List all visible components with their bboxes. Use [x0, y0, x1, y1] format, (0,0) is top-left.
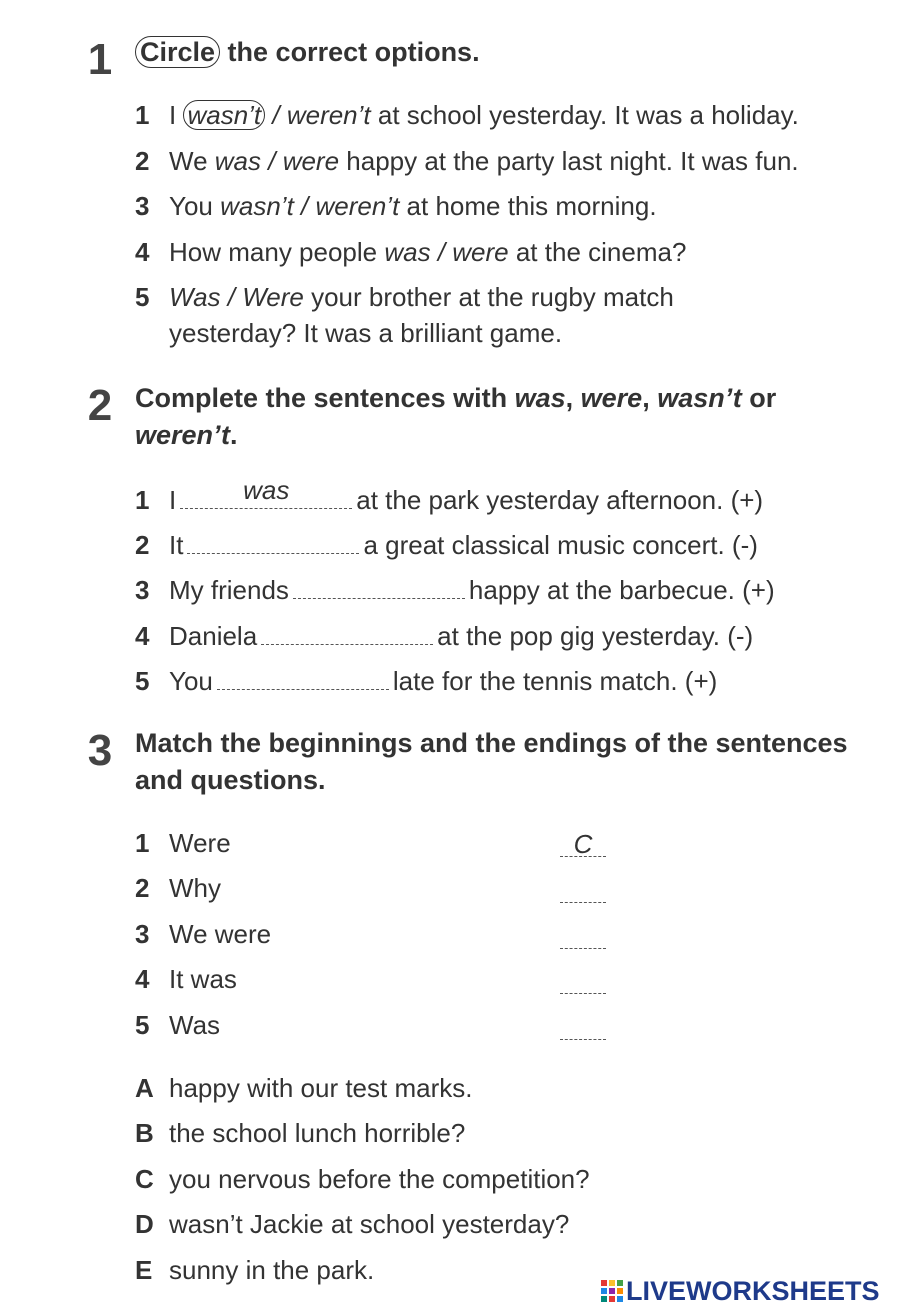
exercise-2-number: 2: [87, 381, 113, 430]
exercise-2-title: Complete the sentences with was, were, wasn’t or weren’t.: [135, 383, 777, 450]
answer-blank[interactable]: was: [180, 480, 352, 509]
ex1-item-2: 2 We was / were happy at the party last night. It was fun.: [135, 146, 799, 176]
ex3-item-1: 1 Were: [135, 828, 231, 858]
option[interactable]: weren’t: [286, 100, 371, 130]
ex1-item-5: 5 Was / Were your brother at the rugby match yesterday? It was a brilliant game.: [135, 282, 674, 348]
option[interactable]: was: [384, 237, 431, 267]
circled-word: Circle: [135, 36, 220, 68]
liveworksheets-icon: [600, 1279, 624, 1303]
ex3-item-4: 4 It was: [135, 964, 237, 994]
match-blank[interactable]: [560, 924, 606, 949]
exercise-3-title: Match the beginnings and the endings of the sentences and questions.: [135, 728, 848, 795]
answer-blank[interactable]: [217, 661, 389, 690]
ex3-option-a: A happy with our test marks.: [135, 1073, 473, 1103]
match-blank[interactable]: [560, 1015, 606, 1040]
exercise-1-title: Circle the correct options.: [135, 34, 865, 71]
ex3-option-b: B the school lunch horrible?: [135, 1118, 466, 1148]
match-blank[interactable]: [560, 878, 606, 903]
ex2-item-5: 5 You late for the tennis match. (+): [135, 661, 875, 699]
option[interactable]: wasn’t: [220, 191, 294, 221]
option[interactable]: Were: [242, 282, 304, 312]
match-blank[interactable]: C: [560, 832, 606, 857]
ex3-item-5: 5 Was: [135, 1010, 221, 1040]
ex3-option-d: D wasn’t Jackie at school yesterday?: [135, 1209, 570, 1239]
option[interactable]: Was: [169, 282, 221, 312]
ex2-item-1: 1 I was at the park yesterday afternoon. (+): [135, 475, 764, 515]
match-blank[interactable]: [560, 969, 606, 994]
answer-blank[interactable]: [187, 525, 359, 554]
ex1-item-1: 1 I wasn’t / weren’t at school yesterday. It was a holiday.: [135, 100, 799, 130]
ex3-option-e: E sunny in the park.: [135, 1255, 375, 1285]
ex3-option-c: C you nervous before the competition?: [135, 1164, 590, 1194]
ex2-item-3: 3 My friends happy at the barbecue. (+): [135, 570, 875, 608]
ex2-item-4: 4 Daniela at the pop gig yesterday. (-): [135, 616, 875, 654]
selected-option[interactable]: wasn’t: [183, 100, 265, 130]
answer-blank[interactable]: [293, 570, 465, 599]
option[interactable]: were: [282, 146, 340, 176]
exercise-3-number: 3: [87, 726, 113, 775]
option[interactable]: were: [452, 237, 509, 267]
exercise-1-number: 1: [87, 35, 113, 84]
option[interactable]: was: [214, 146, 262, 176]
option[interactable]: weren’t: [315, 191, 400, 221]
ex1-item-3: 3 You wasn’t / weren’t at home this morning.: [135, 191, 657, 221]
ex3-item-3: 3 We were: [135, 919, 272, 949]
ex2-item-2: 2 It a great classical music concert. (-): [135, 525, 875, 563]
answer-blank[interactable]: [261, 616, 433, 645]
ex1-item-4: 4 How many people was / were at the cinema?: [135, 237, 687, 267]
liveworksheets-logo[interactable]: LIVEWORKSHEETS: [600, 1276, 880, 1307]
ex3-item-2: 2 Why: [135, 873, 221, 903]
